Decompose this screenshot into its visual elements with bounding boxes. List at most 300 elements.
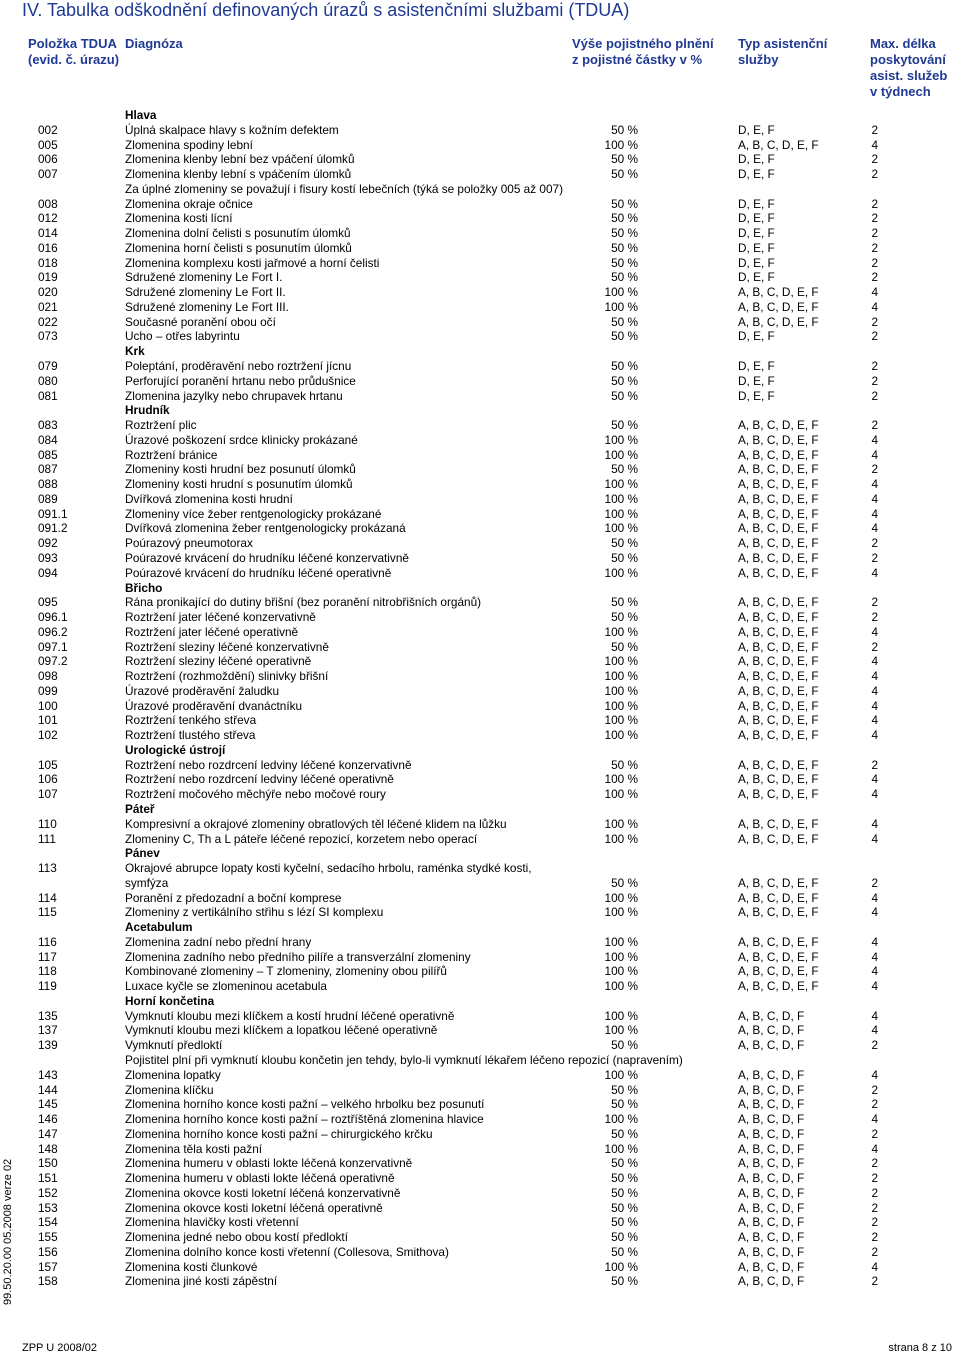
table-row	[0, 772, 960, 787]
diagnosis: Zlomenina klenby lební bez vpáčení úlomků	[125, 152, 355, 167]
injury-code: 107	[38, 787, 58, 802]
header-assistance-type	[738, 36, 827, 68]
max-weeks: 2	[871, 1244, 878, 1259]
max-weeks: 2	[871, 167, 878, 182]
payout-percent: 50 %	[611, 1200, 638, 1215]
table-row	[0, 123, 960, 138]
diagnosis: Dvířková zlomenina kosti hrudní	[125, 491, 293, 506]
injury-code: 093	[38, 550, 58, 565]
assistance-type: A, B, C, D, E, F	[738, 624, 819, 639]
diagnosis: Vymknutí předloktí	[125, 1038, 223, 1053]
injury-code: 020	[38, 285, 58, 300]
injury-code: 095	[38, 595, 58, 610]
injury-code: 145	[38, 1097, 58, 1112]
assistance-type: D, E, F	[738, 270, 775, 285]
max-weeks: 4	[871, 1141, 878, 1156]
table-row	[0, 654, 960, 669]
payout-percent: 50 %	[611, 167, 638, 182]
diagnosis: Zlomenina jiné kosti zápěstní	[125, 1274, 278, 1289]
injury-code: 111	[38, 831, 56, 846]
table-row	[0, 979, 960, 994]
injury-code: 021	[38, 299, 58, 314]
diagnosis: Za úplné zlomeniny se považují i fisury kostí lebečních (týká se položky 005 až 007)	[125, 181, 564, 196]
payout-percent: 50 %	[611, 536, 638, 551]
payout-percent: 50 %	[611, 1038, 638, 1053]
payout-percent: 100 %	[604, 285, 638, 300]
assistance-type: A, B, C, D, F	[738, 1082, 805, 1097]
table-row	[0, 167, 960, 182]
diagnosis: Sdružené zlomeniny Le Fort III.	[125, 299, 289, 314]
payout-percent: 50 %	[611, 1082, 638, 1097]
table-row	[0, 935, 960, 950]
payout-percent: 50 %	[611, 418, 638, 433]
payout-percent: 50 %	[611, 1126, 638, 1141]
assistance-type: A, B, C, D, E, F	[738, 772, 819, 787]
section-heading-row	[0, 344, 960, 359]
diagnosis: Úrazové proděravění žaludku	[125, 683, 280, 698]
payout-percent: 100 %	[604, 1141, 638, 1156]
diagnosis: Roztržení bránice	[125, 447, 218, 462]
table-row	[0, 152, 960, 167]
max-weeks: 2	[871, 1185, 878, 1200]
table-row	[0, 699, 960, 714]
section-title: Hlava	[125, 108, 157, 122]
header-max-line: poskytování	[870, 52, 946, 67]
max-weeks: 2	[871, 462, 878, 477]
injury-code: 098	[38, 669, 58, 684]
max-weeks: 4	[871, 728, 878, 743]
max-weeks: 2	[871, 152, 878, 167]
injury-code: 148	[38, 1141, 58, 1156]
section-heading-row	[0, 743, 960, 758]
payout-percent: 100 %	[604, 713, 638, 728]
payout-percent: 100 %	[604, 669, 638, 684]
payout-percent: 50 %	[611, 240, 638, 255]
diagnosis: Roztržení tlustého střeva	[125, 728, 256, 743]
assistance-type: D, E, F	[738, 167, 775, 182]
injury-code: 085	[38, 447, 58, 462]
diagnosis: Roztržení jater léčené operativně	[125, 624, 299, 639]
max-weeks: 2	[871, 1038, 878, 1053]
max-weeks: 4	[871, 521, 878, 536]
assistance-type: A, B, C, D, E, F	[738, 979, 819, 994]
side-version-text: 99.50.20.00 05.2008 verze 02	[2, 1158, 14, 1305]
max-weeks: 4	[871, 683, 878, 698]
max-weeks: 4	[871, 1112, 878, 1127]
payout-percent: 50 %	[611, 211, 638, 226]
payout-percent: 50 %	[611, 610, 638, 625]
section-heading-row	[0, 920, 960, 935]
payout-percent: 50 %	[611, 1244, 638, 1259]
payout-percent: 50 %	[611, 122, 638, 137]
max-weeks: 4	[871, 831, 878, 846]
diagnosis: Zlomeniny kosti hrudní bez posunutí úlomků	[125, 462, 356, 477]
assistance-type: A, B, C, D, F	[738, 1200, 805, 1215]
table-row	[0, 713, 960, 728]
injury-code: 089	[38, 491, 58, 506]
diagnosis: Zlomenina kosti lícní	[125, 211, 233, 226]
max-weeks: 4	[871, 1023, 878, 1038]
section-heading-row	[0, 846, 960, 861]
injury-code: 099	[38, 683, 58, 698]
payout-percent: 100 %	[604, 491, 638, 506]
diagnosis: Sdružené zlomeniny Le Fort II.	[125, 285, 286, 300]
table-row	[0, 226, 960, 241]
max-weeks: 4	[871, 934, 878, 949]
payout-percent: 100 %	[604, 137, 638, 152]
max-weeks: 4	[871, 669, 878, 684]
payout-percent: 50 %	[611, 314, 638, 329]
section-title: Horní končetina	[125, 993, 215, 1008]
payout-percent: 100 %	[604, 979, 638, 994]
injury-code: 139	[38, 1038, 58, 1053]
diagnosis: Zlomenina dolního konce kosti vřetenní (Collesova, Smithova)	[125, 1244, 449, 1259]
assistance-type: A, B, C, D, E, F	[738, 536, 819, 551]
diagnosis: Poúrazové krvácení do hrudníku léčené operativně	[125, 565, 392, 580]
payout-percent: 50 %	[611, 196, 638, 211]
diagnosis: Úrazové proděravění dvanáctníku	[125, 698, 303, 713]
table-row	[0, 433, 960, 448]
max-weeks: 2	[871, 1171, 878, 1186]
assistance-type: A, B, C, D, E, F	[738, 610, 819, 625]
table-row	[0, 521, 960, 536]
assistance-type: A, B, C, D, E, F	[738, 550, 819, 565]
payout-percent: 100 %	[604, 1023, 638, 1038]
table-row	[0, 669, 960, 684]
assistance-type: A, B, C, D, F	[738, 1112, 805, 1127]
max-weeks: 2	[871, 595, 878, 610]
payout-percent: 50 %	[611, 1156, 638, 1171]
diagnosis: Současné poranění obou očí	[125, 314, 276, 329]
header-percent	[572, 36, 714, 68]
assistance-type: A, B, C, D, F	[738, 1097, 805, 1112]
header-max-line: Max. délka	[870, 36, 936, 51]
payout-percent: 50 %	[611, 1185, 638, 1200]
max-weeks: 4	[871, 890, 878, 905]
max-weeks: 2	[871, 1200, 878, 1215]
assistance-type: A, B, C, D, E, F	[738, 816, 819, 831]
assistance-type: A, B, C, D, E, F	[738, 447, 819, 462]
table-row	[0, 270, 960, 285]
max-weeks: 4	[871, 964, 878, 979]
table-row	[0, 876, 960, 891]
injury-code: 143	[38, 1067, 58, 1082]
table-row	[0, 1083, 960, 1098]
payout-percent: 100 %	[604, 728, 638, 743]
payout-percent: 50 %	[611, 270, 638, 285]
table-row	[0, 1009, 960, 1024]
payout-percent: 100 %	[604, 890, 638, 905]
diagnosis: Poúrazové krvácení do hrudníku léčené konzervativně	[125, 550, 409, 565]
header-code	[28, 36, 119, 68]
diagnosis: Sdružené zlomeniny Le Fort I.	[125, 270, 283, 285]
header-code-line: (evid. č. úrazu)	[28, 52, 120, 67]
assistance-type: D, E, F	[738, 255, 775, 270]
assistance-type: A, B, C, D, E, F	[738, 565, 819, 580]
max-weeks: 4	[871, 137, 878, 152]
max-weeks: 4	[871, 1259, 878, 1274]
table-row	[0, 551, 960, 566]
assistance-type: A, B, C, D, E, F	[738, 905, 819, 920]
injury-code: 154	[38, 1215, 58, 1230]
max-weeks: 4	[871, 285, 878, 300]
injury-code: 101	[38, 713, 58, 728]
payout-percent: 100 %	[604, 816, 638, 831]
diagnosis: Zlomenina humeru v oblasti lokte léčená konzervativně	[125, 1156, 413, 1171]
injury-code: 087	[38, 462, 58, 477]
max-weeks: 4	[871, 491, 878, 506]
diagnosis: Zlomeniny z vertikálního střihu s lézí SI komplexu	[125, 905, 384, 920]
max-weeks: 4	[871, 979, 878, 994]
max-weeks: 2	[871, 196, 878, 211]
assistance-type: D, E, F	[738, 122, 775, 137]
max-weeks: 4	[871, 772, 878, 787]
page-title: IV. Tabulka odškodnění definovaných úrazů s asistenčními službami (TDUA)	[22, 0, 630, 20]
payout-percent: 50 %	[611, 875, 638, 890]
table-row	[0, 374, 960, 389]
section-heading-row	[0, 108, 960, 123]
assistance-type: D, E, F	[738, 359, 775, 374]
injury-code: 018	[38, 255, 58, 270]
payout-percent: 50 %	[611, 462, 638, 477]
payout-percent: 100 %	[604, 683, 638, 698]
max-weeks: 4	[871, 565, 878, 580]
section-title: Acetabulum	[125, 920, 193, 935]
diagnosis: Zlomenina horního konce kosti pažní – roztříštěná zlomenina hlavice	[125, 1112, 484, 1127]
injury-code: 113	[38, 861, 57, 876]
header-max-line: v týdnech	[870, 84, 931, 99]
payout-percent: 50 %	[611, 255, 638, 270]
table-row	[0, 817, 960, 832]
max-weeks: 2	[871, 757, 878, 772]
injury-code: 153	[38, 1200, 58, 1215]
assistance-type: A, B, C, D, E, F	[738, 639, 819, 654]
diagnosis: Rána pronikající do dutiny břišní (bez poranění nitrobřišních orgánů)	[125, 595, 482, 610]
note-row	[0, 1053, 960, 1068]
table-row	[0, 241, 960, 256]
assistance-type: D, E, F	[738, 240, 775, 255]
diagnosis: Zlomenina okovce kosti loketní léčená konzervativně	[125, 1185, 401, 1200]
table-row	[0, 1230, 960, 1245]
payout-percent: 100 %	[604, 772, 638, 787]
diagnosis: Vymknutí kloubu mezi klíčkem a lopatkou léčené operativně	[125, 1023, 438, 1038]
diagnosis: Zlomenina horního konce kosti pažní – velkého hrbolku bez posunutí	[125, 1097, 485, 1112]
table-row	[0, 787, 960, 802]
payout-percent: 100 %	[604, 964, 638, 979]
payout-percent: 100 %	[604, 299, 638, 314]
max-weeks: 4	[871, 654, 878, 669]
injury-code: 115	[38, 905, 57, 920]
max-weeks: 2	[871, 639, 878, 654]
injury-code: 114	[38, 890, 57, 905]
header-max-weeks	[870, 36, 947, 100]
payout-percent: 50 %	[611, 329, 638, 344]
assistance-type: A, B, C, D, E, F	[738, 314, 819, 329]
assistance-type: D, E, F	[738, 388, 775, 403]
assistance-type: A, B, C, D, E, F	[738, 698, 819, 713]
injury-code: 102	[38, 728, 58, 743]
table-row	[0, 1186, 960, 1201]
assistance-type: A, B, C, D, E, F	[738, 875, 819, 890]
payout-percent: 50 %	[611, 152, 638, 167]
max-weeks: 2	[871, 122, 878, 137]
header-percent-line: z pojistné částky v %	[572, 52, 703, 67]
max-weeks: 2	[871, 255, 878, 270]
table-row	[0, 536, 960, 551]
diagnosis: Zlomenina horního konce kosti pažní – chirurgického krčku	[125, 1126, 433, 1141]
payout-percent: 100 %	[604, 831, 638, 846]
payout-percent: 50 %	[611, 550, 638, 565]
diagnosis: Ucho – otřes labyrintu	[125, 329, 240, 344]
table-row	[0, 1112, 960, 1127]
assistance-type: A, B, C, D, E, F	[738, 137, 819, 152]
diagnosis: Zlomenina horní čelisti s posunutím úlomků	[125, 240, 352, 255]
payout-percent: 100 %	[604, 565, 638, 580]
assistance-type: A, B, C, D, E, F	[738, 949, 819, 964]
diagnosis: Roztržení sleziny léčené operativně	[125, 654, 312, 669]
injury-code: 152	[38, 1185, 58, 1200]
table-row	[0, 905, 960, 920]
injury-code: 119	[38, 979, 57, 994]
payout-percent: 50 %	[611, 388, 638, 403]
table-row	[0, 1215, 960, 1230]
table-row	[0, 950, 960, 965]
assistance-type: A, B, C, D, E, F	[738, 462, 819, 477]
payout-percent: 100 %	[604, 1259, 638, 1274]
table-row	[0, 315, 960, 330]
max-weeks: 4	[871, 506, 878, 521]
assistance-type: A, B, C, D, F	[738, 1008, 805, 1023]
diagnosis: Zlomenina klíčku	[125, 1082, 214, 1097]
table-row	[0, 462, 960, 477]
assistance-type: A, B, C, D, E, F	[738, 890, 819, 905]
payout-percent: 50 %	[611, 373, 638, 388]
diagnosis: Zlomenina klenby lební s vpáčením úlomků	[125, 167, 352, 182]
table-row	[0, 625, 960, 640]
table-row	[0, 1127, 960, 1142]
diagnosis: Roztržení plic	[125, 418, 197, 433]
diagnosis: Okrajové abrupce lopaty kosti kyčelní, sedacího hrbolu, raménka stydké kosti,	[125, 861, 532, 876]
injury-code: 117	[38, 949, 57, 964]
payout-percent: 100 %	[604, 949, 638, 964]
diagnosis: Zlomenina dolní čelisti s posunutím úlomků	[125, 226, 351, 241]
payout-percent: 50 %	[611, 359, 638, 374]
injury-code: 144	[38, 1082, 58, 1097]
diagnosis: Kompresivní a okrajové zlomeniny obratlových těl léčené klidem na lůžku	[125, 816, 507, 831]
diagnosis: Poleptání, proděravění nebo roztržení jícnu	[125, 359, 352, 374]
diagnosis: Kombinované zlomeniny – T zlomeniny, zlomeniny obou pilířů	[125, 964, 447, 979]
table-row	[0, 448, 960, 463]
diagnosis: Roztržení tenkého střeva	[125, 713, 257, 728]
section-heading-row	[0, 802, 960, 817]
table-row	[0, 728, 960, 743]
max-weeks: 4	[871, 713, 878, 728]
payout-percent: 100 %	[604, 432, 638, 447]
diagnosis: Vymknutí kloubu mezi klíčkem a kostí hrudní léčené operativně	[125, 1008, 455, 1023]
payout-percent: 50 %	[611, 639, 638, 654]
diagnosis: Zlomenina hlavičky kosti vřetenní	[125, 1215, 299, 1230]
section-title: Krk	[125, 344, 145, 359]
max-weeks: 2	[871, 359, 878, 374]
assistance-type: A, B, C, D, F	[738, 1156, 805, 1171]
diagnosis: Roztržení sleziny léčené konzervativně	[125, 639, 329, 654]
header-code-line: Položka TDUA	[28, 36, 117, 51]
assistance-type: A, B, C, D, E, F	[738, 757, 819, 772]
payout-percent: 100 %	[604, 521, 638, 536]
injury-code: 084	[38, 432, 58, 447]
diagnosis: Roztržení jater léčené konzervativně	[125, 610, 316, 625]
assistance-type: A, B, C, D, F	[738, 1215, 805, 1230]
diagnosis: Zlomenina humeru v oblasti lokte léčená operativně	[125, 1171, 395, 1186]
injury-code: 096.1	[38, 610, 68, 625]
payout-percent: 100 %	[604, 698, 638, 713]
max-weeks: 2	[871, 1126, 878, 1141]
assistance-type: A, B, C, D, E, F	[738, 964, 819, 979]
diagnosis: Roztržení močového měchýře nebo močové roury	[125, 787, 386, 802]
diagnosis: Roztržení (rozhmoždění) slinivky břišní	[125, 669, 329, 684]
table-row	[0, 256, 960, 271]
injury-code: 150	[38, 1156, 58, 1171]
payout-percent: 100 %	[604, 506, 638, 521]
table-row	[0, 1097, 960, 1112]
max-weeks: 2	[871, 536, 878, 551]
section-heading-row	[0, 994, 960, 1009]
diagnosis: Zlomenina komplexu kosti jařmové a horní čelisti	[125, 255, 380, 270]
diagnosis: Zlomenina kosti člunkové	[125, 1259, 258, 1274]
injury-code: 092	[38, 536, 58, 551]
diagnosis: Dvířková zlomenina žeber rentgenologicky prokázaná	[125, 521, 406, 536]
table-row	[0, 492, 960, 507]
max-weeks: 2	[871, 314, 878, 329]
injury-code: 014	[38, 226, 58, 241]
footer-document-code: ZPP U 2008/02	[22, 1342, 98, 1354]
injury-code: 155	[38, 1230, 58, 1245]
table-row	[0, 285, 960, 300]
assistance-type: A, B, C, D, F	[738, 1259, 805, 1274]
table-row	[0, 1142, 960, 1157]
assistance-type: A, B, C, D, F	[738, 1023, 805, 1038]
diagnosis: Zlomenina zadní nebo přední hrany	[125, 934, 312, 949]
diagnosis: Luxace kyčle se zlomeninou acetabula	[125, 979, 327, 994]
payout-percent: 100 %	[604, 447, 638, 462]
injury-code: 106	[38, 772, 58, 787]
assistance-type: A, B, C, D, E, F	[738, 728, 819, 743]
table-row	[0, 1245, 960, 1260]
table-row	[0, 1171, 960, 1186]
injury-code: 156	[38, 1244, 58, 1259]
header-assistance-line: Typ asistenční	[738, 36, 828, 51]
diagnosis: Zlomenina okraje očnice	[125, 196, 253, 211]
diagnosis: Zlomeniny C, Th a L páteře léčené repozicí, korzetem nebo operací	[125, 831, 478, 846]
section-title: Břicho	[125, 580, 163, 595]
diagnosis: Poranění z předozadní a boční komprese	[125, 890, 342, 905]
diagnosis: Pojistitel plní při vymknutí kloubu končetin jen tehdy, bylo-li vymknutí lékařem léčeno repozicí (napravením)	[125, 1053, 683, 1067]
diagnosis: Zlomenina zadního nebo předního pilíře a transverzální zlomeniny	[125, 949, 471, 964]
section-heading-row	[0, 403, 960, 418]
payout-percent: 50 %	[611, 1230, 638, 1245]
diagnosis: Úplná skalpace hlavy s kožním defektem	[125, 122, 339, 137]
injury-code: 158	[38, 1274, 58, 1289]
table-row	[0, 211, 960, 226]
injury-code: 097.1	[38, 639, 68, 654]
injury-code: 012	[38, 211, 58, 226]
max-weeks: 2	[871, 875, 878, 890]
payout-percent: 100 %	[604, 477, 638, 492]
header-max-line: asist. služeb	[870, 68, 948, 83]
section-title: Urologické ústrojí	[125, 742, 226, 757]
injury-code: 081	[38, 388, 58, 403]
assistance-type: D, E, F	[738, 373, 775, 388]
